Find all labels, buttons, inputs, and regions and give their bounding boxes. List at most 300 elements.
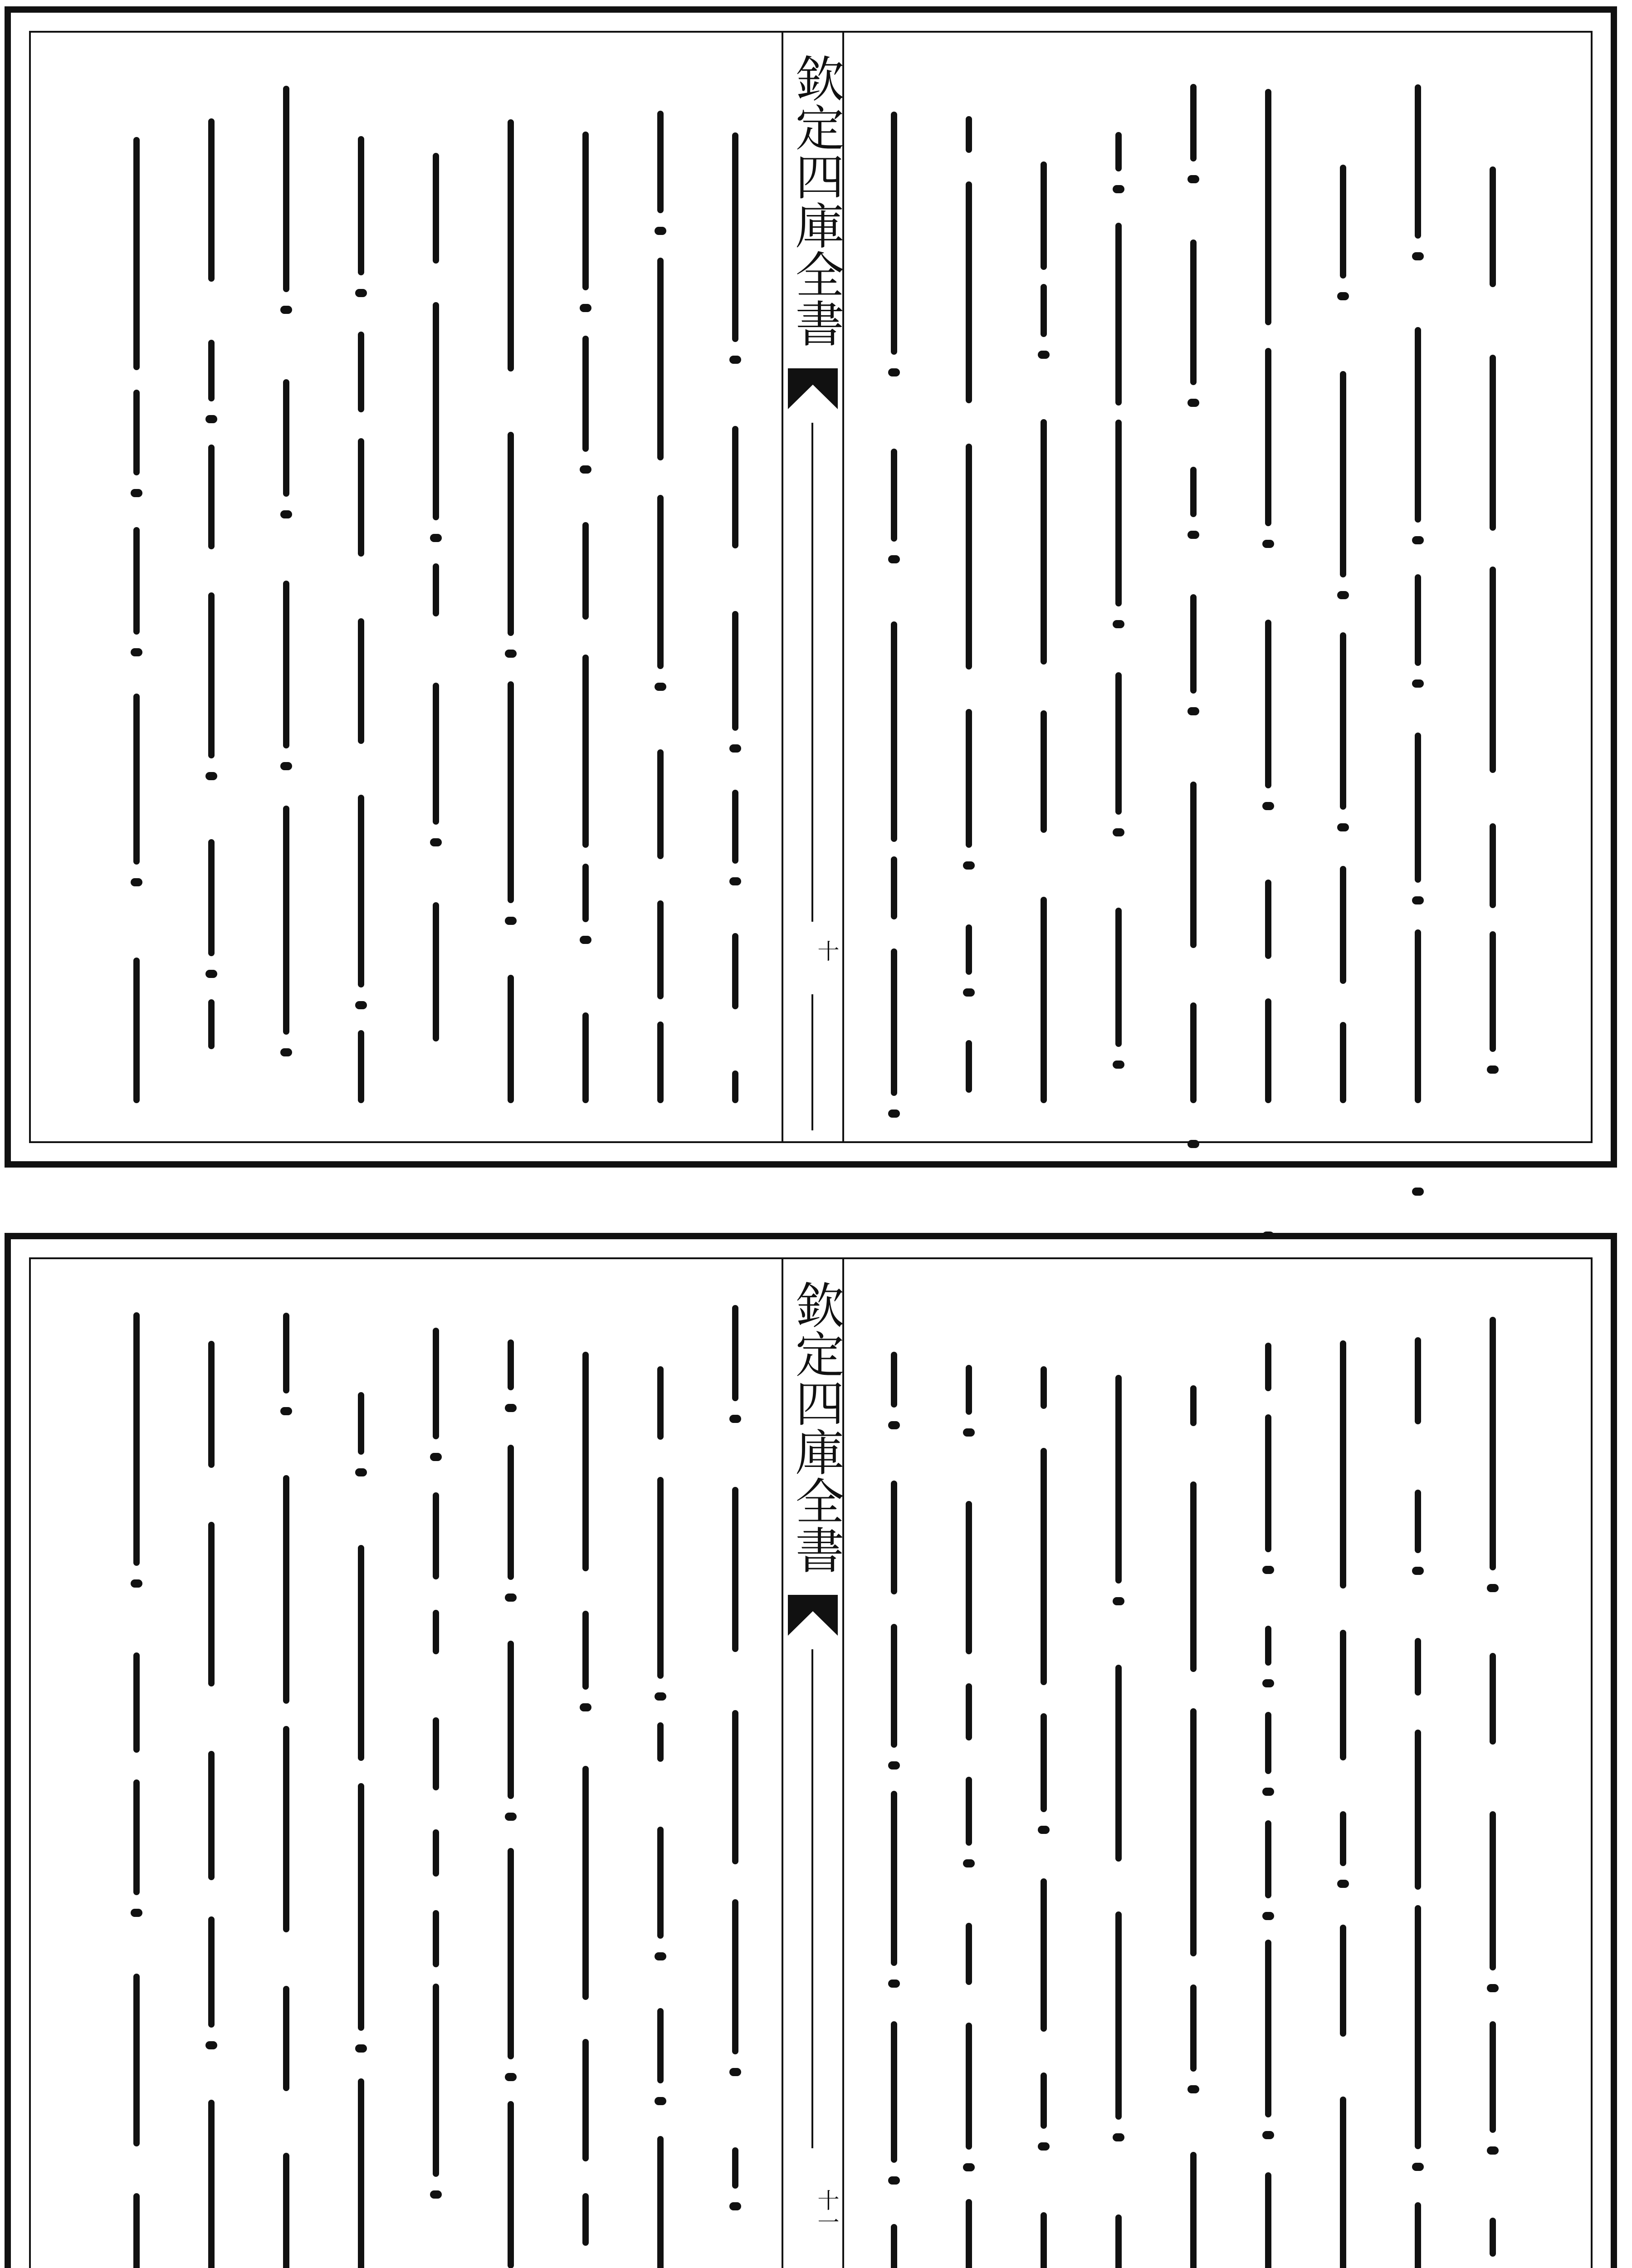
- script-word: [433, 1492, 439, 1579]
- script-word: [1265, 1820, 1271, 1898]
- script-word: [358, 136, 364, 275]
- punctuation-mark: [655, 683, 666, 691]
- script-word: [208, 1916, 215, 2028]
- punctuation-mark: [729, 2068, 741, 2076]
- script-word: [1415, 327, 1421, 523]
- punctuation-mark: [580, 465, 591, 474]
- script-column: [627, 1286, 695, 2268]
- script-word: [1041, 1878, 1047, 2032]
- script-word: [582, 1352, 589, 1571]
- script-word: [891, 1624, 897, 1748]
- script-word: [1265, 998, 1271, 1103]
- script-word: [133, 1312, 140, 1566]
- punctuation-mark: [1412, 2163, 1424, 2171]
- script-word: [283, 581, 289, 748]
- punctuation-mark: [1487, 1984, 1499, 1992]
- script-word: [966, 1923, 972, 1985]
- punctuation-mark: [963, 1859, 975, 1867]
- script-word: [1415, 1905, 1421, 2149]
- punctuation-mark: [655, 227, 666, 235]
- punctuation-mark: [1412, 252, 1424, 260]
- spine-title: 欽定四庫全書: [787, 1280, 844, 1574]
- script-word: [1190, 594, 1197, 694]
- script-word: [657, 2136, 664, 2268]
- punctuation-mark: [888, 1761, 900, 1769]
- script-word: [582, 522, 589, 620]
- script-word: [891, 856, 897, 919]
- punctuation-mark: [963, 1428, 975, 1437]
- script-word: [657, 2008, 664, 2084]
- script-word: [966, 2023, 972, 2150]
- script-word: [1041, 2212, 1047, 2268]
- script-word: [508, 681, 514, 903]
- page-top: [5, 6, 1617, 1168]
- script-column: [552, 60, 621, 1123]
- punctuation-mark: [888, 1421, 900, 1429]
- punctuation-mark: [1337, 292, 1349, 300]
- script-column: [936, 60, 1004, 1123]
- script-word: [1190, 1481, 1197, 1672]
- script-word: [433, 1984, 439, 2177]
- punctuation-mark: [1187, 175, 1199, 183]
- script-column: [936, 1286, 1004, 2268]
- script-word: [1190, 1708, 1197, 1956]
- script-word: [1041, 161, 1047, 270]
- punctuation-mark: [655, 2097, 666, 2105]
- script-column: [103, 1286, 171, 2268]
- script-word: [208, 1751, 215, 1880]
- script-column: [552, 1286, 621, 2268]
- script-word: [133, 1974, 140, 2147]
- script-word: [133, 137, 140, 370]
- script-word: [1115, 672, 1122, 815]
- script-word: [283, 806, 289, 1035]
- script-word: [1490, 567, 1496, 773]
- fish-tail-mark: [788, 368, 838, 409]
- punctuation-mark: [430, 1453, 442, 1461]
- script-word: [433, 153, 439, 264]
- script-word: [966, 1683, 972, 1740]
- script-word: [1340, 1022, 1346, 1103]
- script-word: [1415, 2202, 1421, 2268]
- script-word: [508, 1848, 514, 2059]
- script-word: [358, 2078, 364, 2268]
- punctuation-mark: [505, 1593, 517, 1602]
- punctuation-mark: [1113, 185, 1124, 193]
- script-word: [208, 1522, 215, 1686]
- punctuation-mark: [430, 838, 442, 846]
- script-column: [861, 1286, 929, 2268]
- spine-bottom: [782, 1259, 844, 2268]
- script-word: [1490, 2218, 1496, 2257]
- script-word: [358, 618, 364, 744]
- script-word: [1041, 1713, 1047, 1812]
- script-word: [732, 1710, 738, 1864]
- script-word: [891, 449, 897, 542]
- script-word: [657, 1022, 664, 1103]
- script-word: [732, 790, 738, 864]
- punctuation-mark: [1187, 2085, 1199, 2093]
- script-word: [133, 1779, 140, 1895]
- script-word: [1115, 1375, 1122, 1584]
- script-column: [702, 60, 770, 1123]
- script-word: [891, 2224, 897, 2268]
- script-column: [1011, 1286, 1079, 2268]
- script-word: [208, 999, 215, 1049]
- punctuation-mark: [355, 289, 367, 297]
- script-word: [283, 379, 289, 497]
- punctuation-mark: [729, 1415, 741, 1423]
- script-word: [358, 1783, 364, 2031]
- punctuation-mark: [1262, 1912, 1274, 1920]
- script-word: [732, 426, 738, 548]
- script-column: [1460, 1286, 1528, 2268]
- script-column: [1385, 60, 1453, 1123]
- script-word: [358, 438, 364, 557]
- script-column: [861, 60, 929, 1123]
- script-word: [1190, 1385, 1197, 1427]
- script-column: [702, 1286, 770, 2268]
- script-word: [433, 1829, 439, 1877]
- script-word: [1190, 467, 1197, 517]
- script-word: [208, 1341, 215, 1468]
- punctuation-mark: [1262, 1788, 1274, 1796]
- page-bottom: [5, 1233, 1617, 2268]
- script-word: [966, 116, 972, 152]
- script-column: [1160, 60, 1228, 1123]
- script-word: [1340, 371, 1346, 577]
- punctuation-mark: [1337, 1880, 1349, 1888]
- punctuation-mark: [1487, 2146, 1499, 2155]
- script-column: [1085, 1286, 1153, 2268]
- punctuation-mark: [963, 2163, 975, 2171]
- script-word: [582, 132, 589, 290]
- script-word: [1041, 284, 1047, 337]
- script-word: [208, 592, 215, 758]
- script-word: [433, 1610, 439, 1654]
- script-word: [1190, 1002, 1197, 1103]
- punctuation-mark: [505, 917, 517, 925]
- punctuation-mark: [1337, 591, 1349, 599]
- script-word: [1340, 1811, 1346, 1866]
- punctuation-mark: [1412, 1567, 1424, 1575]
- script-word: [1490, 2021, 1496, 2133]
- script-word: [133, 958, 140, 1103]
- script-column: [1235, 60, 1303, 1123]
- script-word: [283, 1313, 289, 1393]
- punctuation-mark: [1113, 1061, 1124, 1069]
- spine-rule: [811, 1649, 813, 2148]
- script-word: [1490, 1811, 1496, 1971]
- script-word: [1265, 880, 1271, 959]
- script-word: [891, 2021, 897, 2162]
- script-word: [1041, 419, 1047, 665]
- script-word: [582, 2193, 589, 2246]
- script-word: [657, 495, 664, 670]
- script-word: [1415, 1490, 1421, 1553]
- script-word: [1415, 733, 1421, 883]
- script-word: [1340, 1925, 1346, 2036]
- script-column: [1011, 60, 1079, 1123]
- script-word: [582, 2039, 589, 2161]
- fish-tail-mark: [788, 1595, 838, 1636]
- script-word: [433, 563, 439, 616]
- punctuation-mark: [963, 861, 975, 870]
- script-word: [1415, 1337, 1421, 1424]
- script-word: [1340, 2097, 1346, 2268]
- punctuation-mark: [430, 2190, 442, 2199]
- script-word: [657, 1722, 664, 1761]
- script-column: [178, 1286, 246, 2268]
- script-word: [657, 258, 664, 460]
- punctuation-mark: [505, 650, 517, 658]
- script-word: [891, 1791, 897, 1966]
- script-word: [508, 119, 514, 371]
- script-word: [208, 118, 215, 282]
- punctuation-mark: [580, 936, 591, 944]
- script-word: [966, 1040, 972, 1093]
- punctuation-mark: [205, 2041, 217, 2049]
- script-word: [966, 181, 972, 404]
- script-column: [253, 1286, 321, 2268]
- punctuation-mark: [1412, 679, 1424, 688]
- script-word: [732, 611, 738, 731]
- script-word: [283, 1986, 289, 2091]
- script-word: [1340, 1340, 1346, 1589]
- folio-number: 十一: [814, 2189, 839, 2233]
- script-word: [1041, 897, 1047, 1103]
- script-word: [133, 2193, 140, 2268]
- punctuation-mark: [131, 1579, 142, 1588]
- script-column: [328, 60, 396, 1123]
- script-word: [133, 1652, 140, 1753]
- script-word: [508, 432, 514, 636]
- punctuation-mark: [355, 1001, 367, 1009]
- punctuation-mark: [280, 1407, 292, 1415]
- script-word: [358, 332, 364, 412]
- punctuation-mark: [280, 306, 292, 314]
- script-column: [478, 1286, 546, 2268]
- script-word: [582, 1611, 589, 1690]
- punctuation-mark: [1187, 531, 1199, 539]
- script-word: [433, 1328, 439, 1439]
- punctuation-mark: [280, 1048, 292, 1056]
- script-word: [732, 2147, 738, 2189]
- script-word: [732, 132, 738, 342]
- script-column: [627, 60, 695, 1123]
- script-word: [1041, 2072, 1047, 2129]
- script-word: [1490, 166, 1496, 288]
- punctuation-mark: [729, 877, 741, 885]
- script-column: [1160, 1286, 1228, 2268]
- script-word: [433, 1717, 439, 1790]
- script-word: [1041, 1448, 1047, 1685]
- script-word: [1265, 2172, 1271, 2268]
- script-word: [1190, 2152, 1197, 2268]
- script-word: [891, 948, 897, 1096]
- script-word: [1415, 1730, 1421, 1890]
- script-word: [582, 864, 589, 922]
- script-word: [1340, 1630, 1346, 1760]
- page-bottom-frame: [29, 1257, 1593, 2268]
- punctuation-mark: [1187, 1140, 1199, 1148]
- script-column: [403, 1286, 471, 2268]
- spine-rule: [811, 994, 813, 1130]
- spine-title: 欽定四庫全書: [787, 54, 844, 347]
- punctuation-mark: [1038, 351, 1050, 359]
- script-word: [1490, 1653, 1496, 1745]
- punctuation-mark: [1038, 2142, 1050, 2151]
- punctuation-mark: [1187, 707, 1199, 715]
- punctuation-mark: [280, 762, 292, 770]
- script-word: [1115, 132, 1122, 171]
- punctuation-mark: [729, 744, 741, 753]
- punctuation-mark: [1412, 1188, 1424, 1196]
- script-word: [966, 444, 972, 670]
- script-word: [1265, 1712, 1271, 1774]
- script-word: [1265, 1343, 1271, 1391]
- script-word: [1415, 574, 1421, 666]
- punctuation-mark: [888, 2176, 900, 2185]
- punctuation-mark: [505, 1813, 517, 1821]
- punctuation-mark: [1262, 2131, 1274, 2139]
- punctuation-mark: [1262, 802, 1274, 810]
- script-word: [1340, 165, 1346, 278]
- punctuation-mark: [1262, 540, 1274, 548]
- punctuation-mark: [888, 368, 900, 376]
- script-word: [732, 1899, 738, 2055]
- punctuation-mark: [1262, 1679, 1274, 1687]
- script-column: [103, 60, 171, 1123]
- script-word: [1115, 2214, 1122, 2268]
- script-column: [1385, 1286, 1453, 2268]
- script-word: [283, 86, 289, 292]
- script-word: [133, 527, 140, 635]
- script-column: [1460, 60, 1528, 1123]
- script-word: [966, 1777, 972, 1846]
- script-word: [657, 1827, 664, 1939]
- script-word: [657, 1366, 664, 1440]
- script-column: [1085, 60, 1153, 1123]
- punctuation-mark: [355, 2044, 367, 2053]
- script-word: [891, 621, 897, 842]
- script-word: [582, 1012, 589, 1103]
- script-word: [508, 975, 514, 1103]
- punctuation-mark: [888, 1110, 900, 1118]
- script-word: [508, 1445, 514, 1580]
- punctuation-mark: [729, 356, 741, 364]
- script-word: [358, 1030, 364, 1103]
- script-column: [253, 60, 321, 1123]
- script-word: [732, 1305, 738, 1401]
- script-word: [1115, 1911, 1122, 2120]
- script-word: [657, 111, 664, 214]
- script-word: [1340, 632, 1346, 810]
- punctuation-mark: [131, 878, 142, 886]
- punctuation-mark: [1187, 399, 1199, 407]
- script-word: [208, 445, 215, 549]
- script-column: [403, 60, 471, 1123]
- script-word: [1190, 84, 1197, 161]
- script-word: [1115, 223, 1122, 406]
- script-word: [657, 1477, 664, 1679]
- punctuation-mark: [655, 1692, 666, 1701]
- script-word: [358, 1545, 364, 1761]
- script-word: [732, 1487, 738, 1652]
- script-word: [1190, 240, 1197, 385]
- punctuation-mark: [131, 1909, 142, 1917]
- script-word: [1265, 89, 1271, 325]
- script-word: [582, 655, 589, 848]
- script-word: [891, 112, 897, 355]
- script-word: [283, 2153, 289, 2268]
- script-word: [1041, 710, 1047, 833]
- punctuation-mark: [1113, 828, 1124, 836]
- script-word: [508, 1339, 514, 1390]
- script-column: [1310, 60, 1378, 1123]
- script-word: [433, 683, 439, 824]
- punctuation-mark: [888, 555, 900, 563]
- script-word: [732, 1070, 738, 1103]
- script-word: [1490, 1317, 1496, 1570]
- script-word: [1115, 1665, 1122, 1862]
- punctuation-mark: [205, 415, 217, 423]
- script-column: [328, 1286, 396, 2268]
- script-word: [732, 933, 738, 1009]
- punctuation-mark: [205, 970, 217, 978]
- punctuation-mark: [355, 1468, 367, 1476]
- punctuation-mark: [655, 1952, 666, 1960]
- punctuation-mark: [1262, 1566, 1274, 1574]
- folio-number: 十: [814, 940, 839, 962]
- spine-top: [782, 33, 844, 1141]
- punctuation-mark: [1412, 896, 1424, 904]
- script-word: [966, 1365, 972, 1415]
- script-word: [966, 924, 972, 975]
- script-word: [1115, 908, 1122, 1047]
- script-word: [133, 694, 140, 865]
- punctuation-mark: [1487, 1584, 1499, 1592]
- punctuation-mark: [888, 1980, 900, 1988]
- script-word: [283, 1726, 289, 1932]
- script-word: [966, 1501, 972, 1654]
- script-word: [1265, 1940, 1271, 2117]
- punctuation-mark: [1113, 2133, 1124, 2141]
- script-word: [133, 390, 140, 476]
- punctuation-mark: [1337, 823, 1349, 831]
- punctuation-mark: [131, 489, 142, 497]
- punctuation-mark: [1487, 1066, 1499, 1074]
- script-word: [433, 902, 439, 1041]
- script-word: [358, 1392, 364, 1455]
- punctuation-mark: [1113, 1597, 1124, 1605]
- script-word: [208, 2100, 215, 2268]
- script-word: [433, 302, 439, 520]
- script-word: [1265, 1626, 1271, 1666]
- script-column: [178, 60, 246, 1123]
- script-word: [1415, 1638, 1421, 1696]
- punctuation-mark: [1038, 1826, 1050, 1834]
- punctuation-mark: [280, 510, 292, 518]
- script-word: [657, 900, 664, 999]
- script-column: [478, 60, 546, 1123]
- spine-rule: [811, 423, 813, 922]
- punctuation-mark: [963, 988, 975, 997]
- script-word: [1190, 782, 1197, 948]
- script-word: [1415, 929, 1421, 1103]
- script-word: [1490, 931, 1496, 1051]
- punctuation-mark: [1412, 536, 1424, 544]
